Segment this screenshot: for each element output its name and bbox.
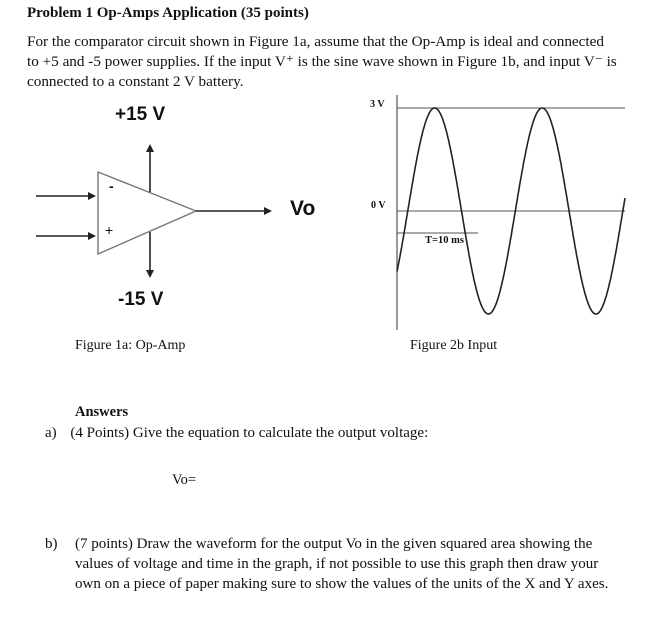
intro-line-1: For the comparator circuit shown in Figure 1a, assume that the Op-Amp is ideal and connected — [27, 33, 604, 50]
plus-input-sign: + — [105, 222, 114, 238]
question-a-text: (4 Points) Give the equation to calculate the output voltage: — [70, 425, 429, 441]
figure-2b-caption: Figure 2b Input — [410, 338, 498, 353]
question-b-text — [75, 534, 668, 594]
intro-line-3: connected to a constant 2 V battery. — [27, 73, 244, 90]
supply-negative-label: -15 V — [118, 289, 164, 310]
answers-heading: Answers — [75, 404, 129, 420]
supply-positive-label: +15 V — [115, 104, 166, 125]
question-a — [45, 425, 428, 442]
zero-voltage-label: 0 V — [371, 200, 386, 211]
period-label: T=10 ms — [425, 235, 464, 246]
question-a-marker: a) — [45, 425, 57, 441]
output-label: Vo — [290, 197, 316, 220]
question-b — [45, 534, 609, 592]
peak-voltage-label: 3 V — [370, 99, 385, 110]
minus-input-sign: - — [109, 178, 114, 194]
problem-title: Problem 1 Op-Amps Application (35 points) — [27, 5, 309, 21]
question-b-marker: b) — [45, 536, 58, 552]
vo-equation-field: Vo= — [172, 472, 197, 488]
question-b-line-3: own on a piece of paper making sure to show the values of the units of the X and Y axes. — [75, 576, 609, 592]
intro-line-2: to +5 and -5 power supplies. If the input V⁺ is the sine wave shown in Figure 1b, and input V⁻ is — [27, 53, 617, 70]
figure-1a-caption: Figure 1a: Op-Amp — [75, 338, 186, 353]
question-b-line-1: (7 points) Draw the waveform for the output Vo in the given squared area showing the — [75, 536, 593, 552]
question-b-line-2: values of voltage and time in the graph, if not possible to use this graph then draw your — [75, 556, 599, 572]
